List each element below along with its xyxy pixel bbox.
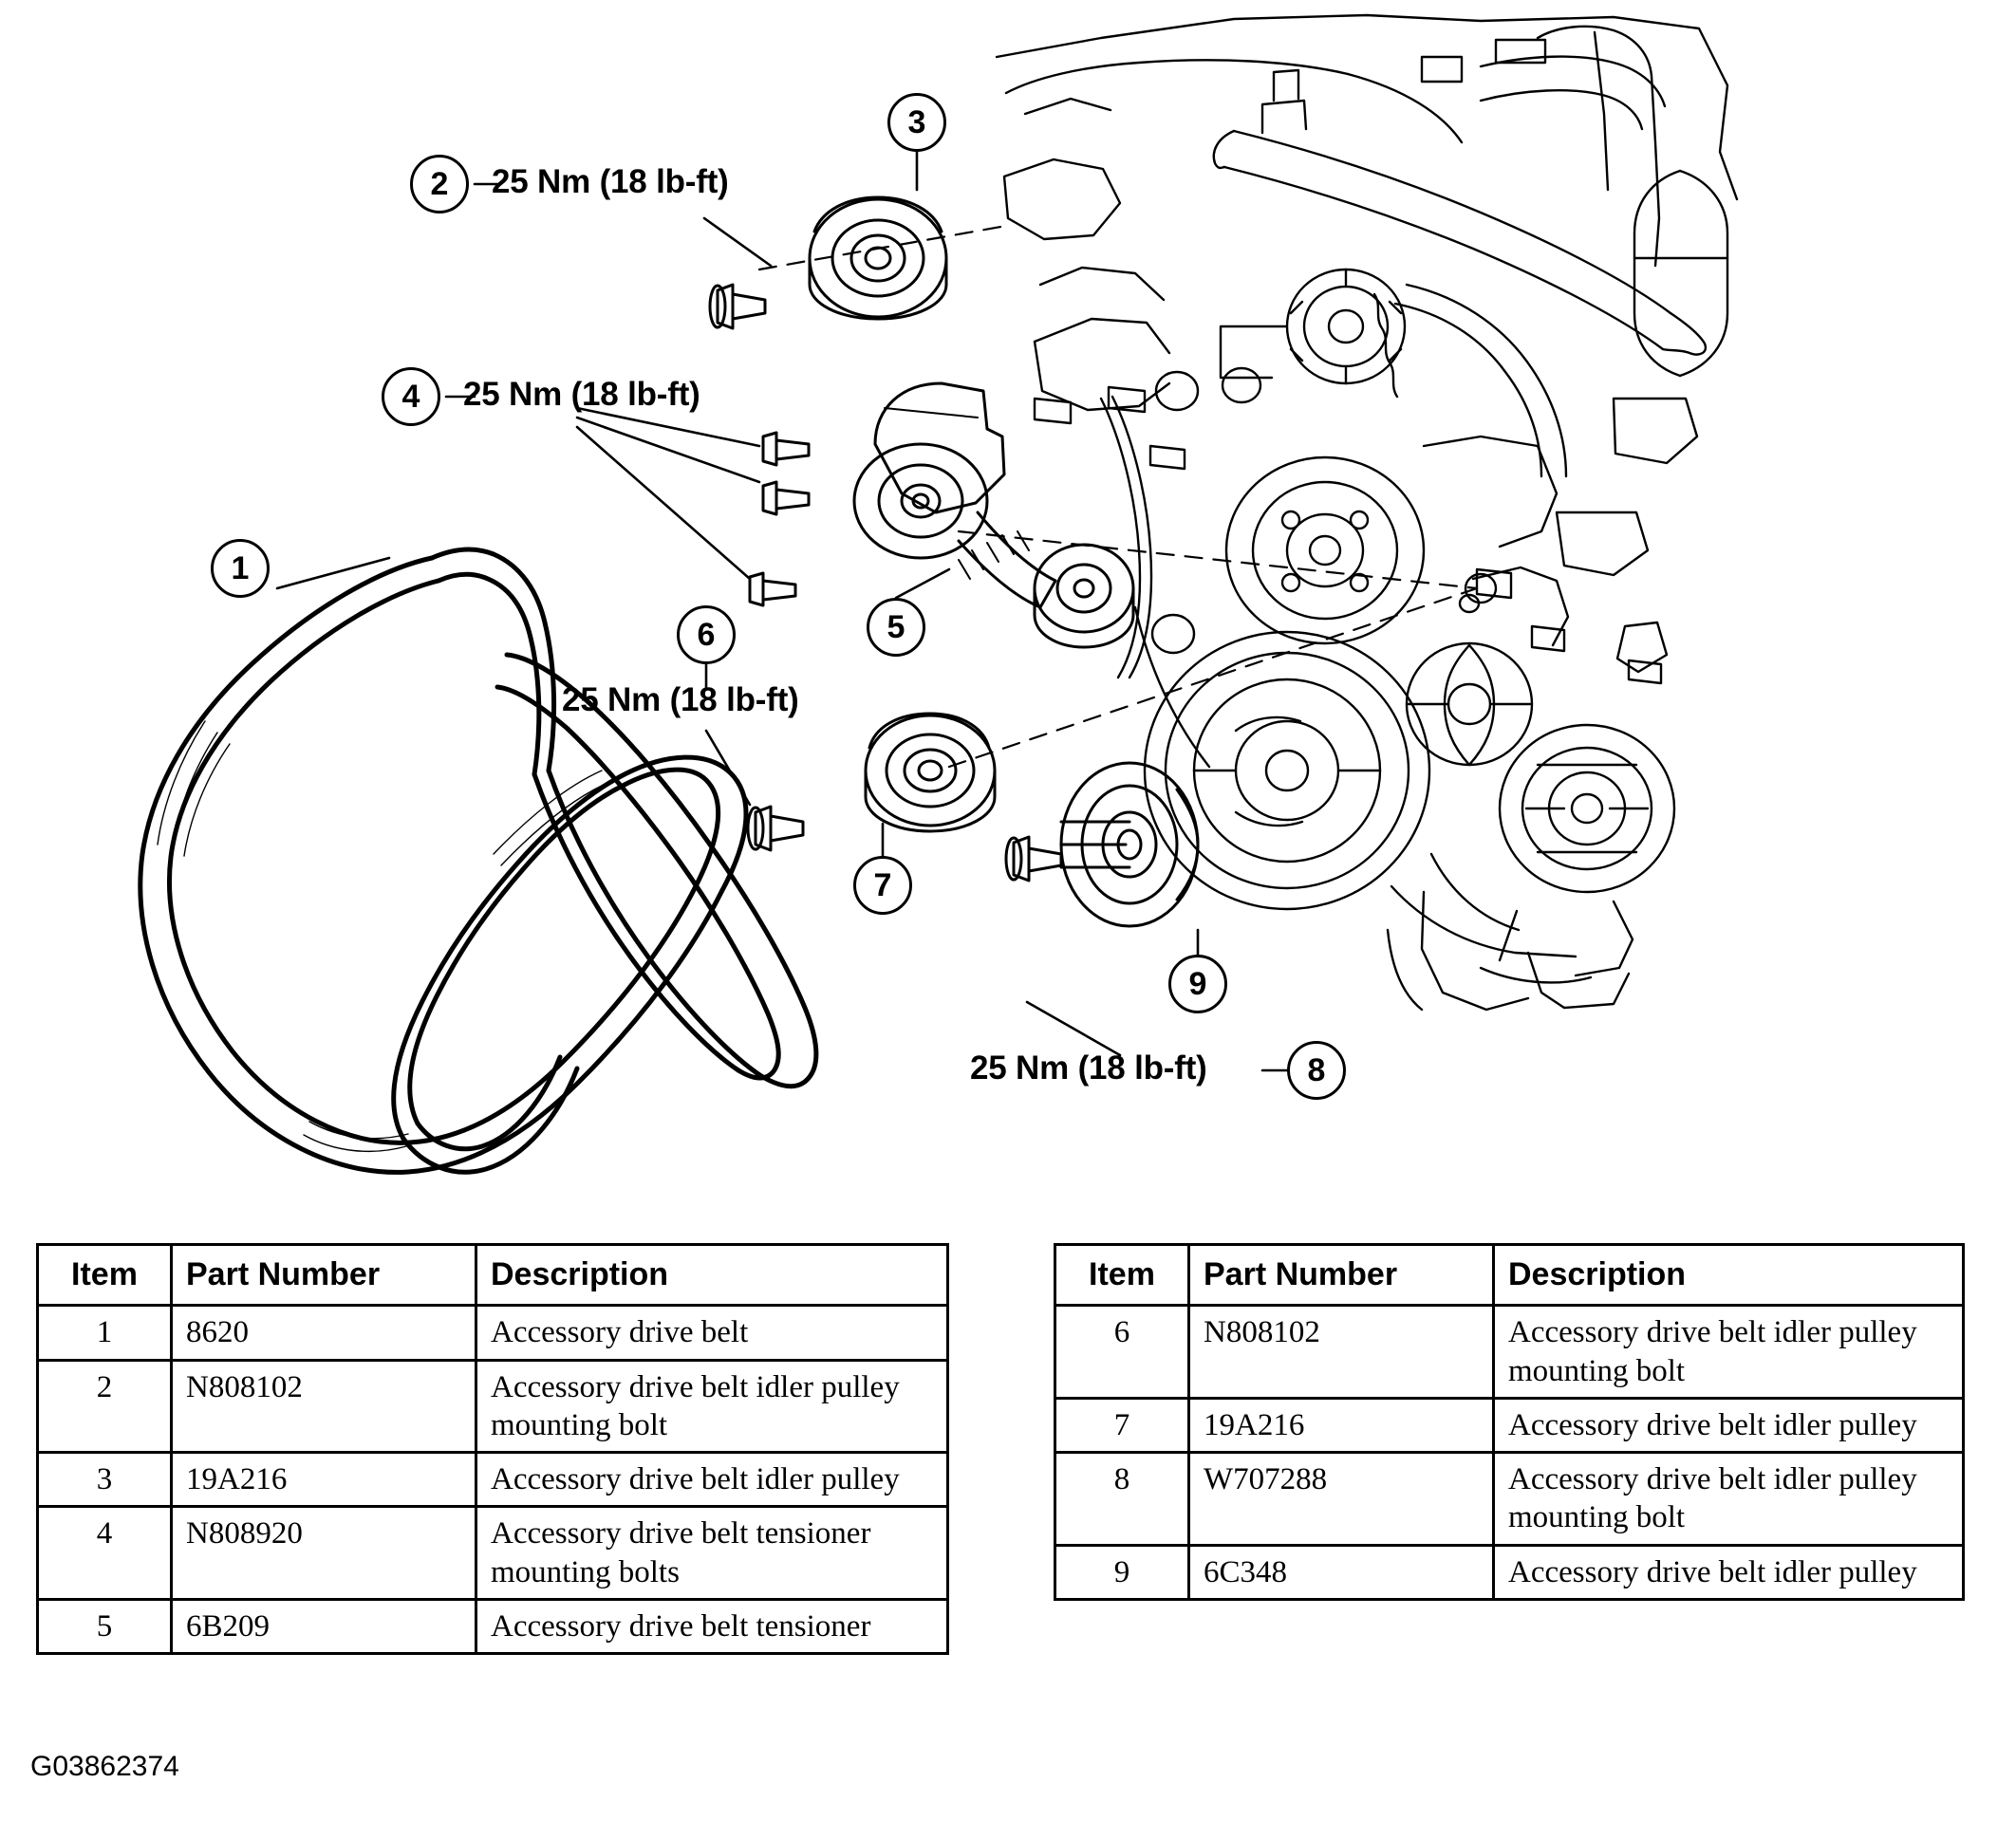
cell-part-number: 19A216 <box>172 1453 476 1507</box>
cell-description: Accessory drive belt idler pulley mounting bolt <box>1494 1306 1964 1399</box>
torque-label-6: 25 Nm (18 lb-ft) <box>562 681 799 718</box>
cell-item: 8 <box>1055 1453 1189 1546</box>
parts-table-left <box>36 1243 949 1655</box>
cell-item: 9 <box>1055 1545 1189 1599</box>
cell-item: 7 <box>1055 1398 1189 1452</box>
table-header-row <box>1055 1245 1964 1306</box>
table-row <box>38 1599 948 1653</box>
column-header-description: Description <box>1494 1245 1964 1306</box>
cell-item: 5 <box>38 1599 172 1653</box>
cell-item: 4 <box>38 1507 172 1600</box>
torque-label-2: 25 Nm (18 lb-ft) <box>492 163 729 200</box>
idler-pulley-bolt-6 <box>748 807 803 850</box>
cell-description: Accessory drive belt idler pulley mounting bolt <box>1494 1453 1964 1546</box>
parts-table-right <box>1054 1243 1965 1601</box>
idler-pulley-3 <box>810 197 946 319</box>
idler-pulley-7 <box>866 714 995 831</box>
callout-4: 4 <box>382 367 440 426</box>
idler-pulley-bolt-8 <box>1006 837 1061 881</box>
column-header-part-number: Part Number <box>1189 1245 1494 1306</box>
callout-9: 9 <box>1168 955 1227 1013</box>
cell-part-number: 8620 <box>172 1306 476 1360</box>
column-header-item: Item <box>1055 1245 1189 1306</box>
table-row <box>1055 1306 1964 1399</box>
cell-item: 6 <box>1055 1306 1189 1399</box>
torque-label-4: 25 Nm (18 lb-ft) <box>463 376 700 413</box>
cell-part-number: W707288 <box>1189 1453 1494 1546</box>
callout-7: 7 <box>853 856 912 915</box>
cell-item: 1 <box>38 1306 172 1360</box>
cell-description: Accessory drive belt idler pulley <box>1494 1398 1964 1452</box>
callout-8: 8 <box>1287 1041 1346 1100</box>
cell-item: 2 <box>38 1360 172 1453</box>
table-row <box>38 1360 948 1453</box>
cell-part-number: N808102 <box>172 1360 476 1453</box>
column-header-part-number: Part Number <box>172 1245 476 1306</box>
tensioner-mounting-bolts-4 <box>750 433 809 605</box>
table-row <box>1055 1398 1964 1452</box>
cell-description: Accessory drive belt idler pulley <box>476 1453 948 1507</box>
callout-6: 6 <box>677 605 736 664</box>
table-row <box>38 1507 948 1600</box>
cell-part-number: N808102 <box>1189 1306 1494 1399</box>
cell-description: Accessory drive belt tensioner <box>476 1599 948 1653</box>
cell-part-number: 6B209 <box>172 1599 476 1653</box>
cell-description: Accessory drive belt idler pulley mounting bolt <box>476 1360 948 1453</box>
cell-description: Accessory drive belt tensioner mounting bolts <box>476 1507 948 1600</box>
callout-2: 2 <box>410 155 469 214</box>
cell-part-number: 6C348 <box>1189 1545 1494 1599</box>
table-row <box>38 1306 948 1360</box>
figure-identifier: G03862374 <box>30 1751 179 1782</box>
cell-description: Accessory drive belt <box>476 1306 948 1360</box>
torque-label-8: 25 Nm (18 lb-ft) <box>970 1050 1207 1087</box>
callout-3: 3 <box>887 93 946 152</box>
cell-description: Accessory drive belt idler pulley <box>1494 1545 1964 1599</box>
callout-1: 1 <box>211 539 270 598</box>
idler-pulley-9 <box>1061 763 1198 926</box>
table-row <box>38 1453 948 1507</box>
table-row <box>1055 1545 1964 1599</box>
column-header-description: Description <box>476 1245 948 1306</box>
column-header-item: Item <box>38 1245 172 1306</box>
table-row <box>1055 1453 1964 1546</box>
cell-item: 3 <box>38 1453 172 1507</box>
cell-part-number: N808920 <box>172 1507 476 1600</box>
table-header-row <box>38 1245 948 1306</box>
cell-part-number: 19A216 <box>1189 1398 1494 1452</box>
idler-pulley-bolt-2 <box>710 285 765 328</box>
callout-5: 5 <box>867 598 925 657</box>
